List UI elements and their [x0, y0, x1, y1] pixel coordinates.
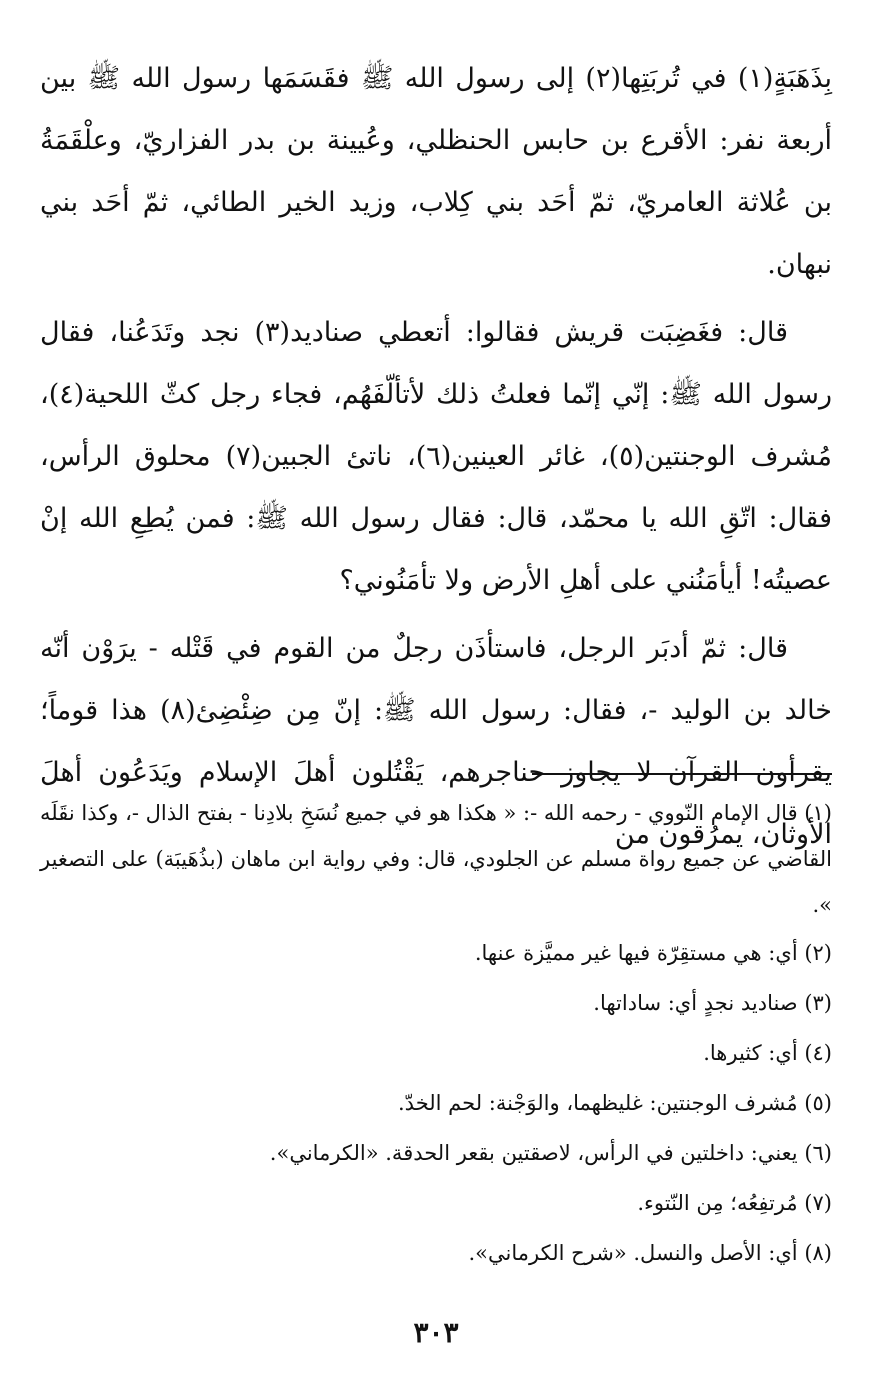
footnote-4: (٤) أي: كثيرها. — [703, 1041, 832, 1065]
paragraph-3: قال: ثمّ أدبَر الرجل، فاستأذَن رجلٌ من القوم في قَتْله - يرَوْن أنّه خالد بن الوليد -، فقال: رسول الله ﷺ: إنّ مِن ضِئْضِئ(٨) هذا قوماً؛ يقرأون القرآن لا يجاوز حناجرهم، يَقْتُلون أهلَ الإسلام ويَدَعُون أهلَ الأوثان، يمرُقون من — [40, 633, 832, 850]
footnote-6: (٦) يعني: داخلتين في الرأس، لاصقتين بقعر الحدقة. «الكرماني». — [269, 1141, 832, 1165]
paragraph-1: بِذَهَبَةٍ(١) في تُربَتِها(٢) إلى رسول الله ﷺ فقَسَمَها رسول الله ﷺ بين أربعة نفر: الأقرع بن حابس الحنظلي، وعُيينة بن بدر الفزاريّ، وعلْقَمَةُ بن عُلاثة العامريّ، ثمّ أحَد بني كِلاب، وزيد الخير الطائي، ثمّ أحَد بني نبهان. — [40, 63, 833, 280]
footnote-8: (٨) أي: الأصل والنسل. «شرح الكرماني». — [468, 1241, 832, 1265]
footnote-5: (٥) مُشرف الوجنتين: غليظهما، والوَجْنة: لحم الخدّ. — [398, 1091, 832, 1115]
book-page — [40, 48, 832, 1348]
footnote-7: (٧) مُرتفِعُه؛ مِن النّتوء. — [637, 1191, 832, 1215]
paragraph-2: قال: فغَضِبَت قريش فقالوا: أتعطي صناديد(٣) نجد وتَدَعُنا، فقال رسول الله ﷺ: إنّي إنّما فعلتُ ذلك لأتألّفَهُم، فجاء رجل كثّ اللحية(٤)، مُشرف الوجنتين(٥)، غائر العينين(٦)، ناتئ الجبين(٧) محلوق الرأس، فقال: اتّقِ الله يا محمّد، قال: فقال رسول الله ﷺ: فمن يُطِعِ الله إنْ عصيتُه! أيأمَنُني على أهلِ الأرض ولا تأمَنُوني؟ — [40, 317, 832, 596]
footnote-separator — [532, 773, 832, 775]
main-text — [40, 48, 832, 866]
footnote-1: (١) قال الإمام النّووي - رحمه الله -: « هكذا هو في جميع نُسَخِ بلادِنا - بفتح الذال -، وكذا نقَلَه القاضي عن جميع رواة مسلم عن الجلودي، قال: وفي رواية ابن ماهان (بذُهَيبَة) على التصغير ». — [40, 801, 832, 917]
footnote-3: (٣) صناديد نجدٍ أي: ساداتها. — [593, 991, 832, 1015]
footnote-2: (٢) أي: هي مستقِرّة فيها غير مميَّزة عنها. — [474, 941, 832, 965]
footnotes — [40, 790, 832, 1278]
page-number: ٣٠٣ — [413, 1316, 459, 1349]
